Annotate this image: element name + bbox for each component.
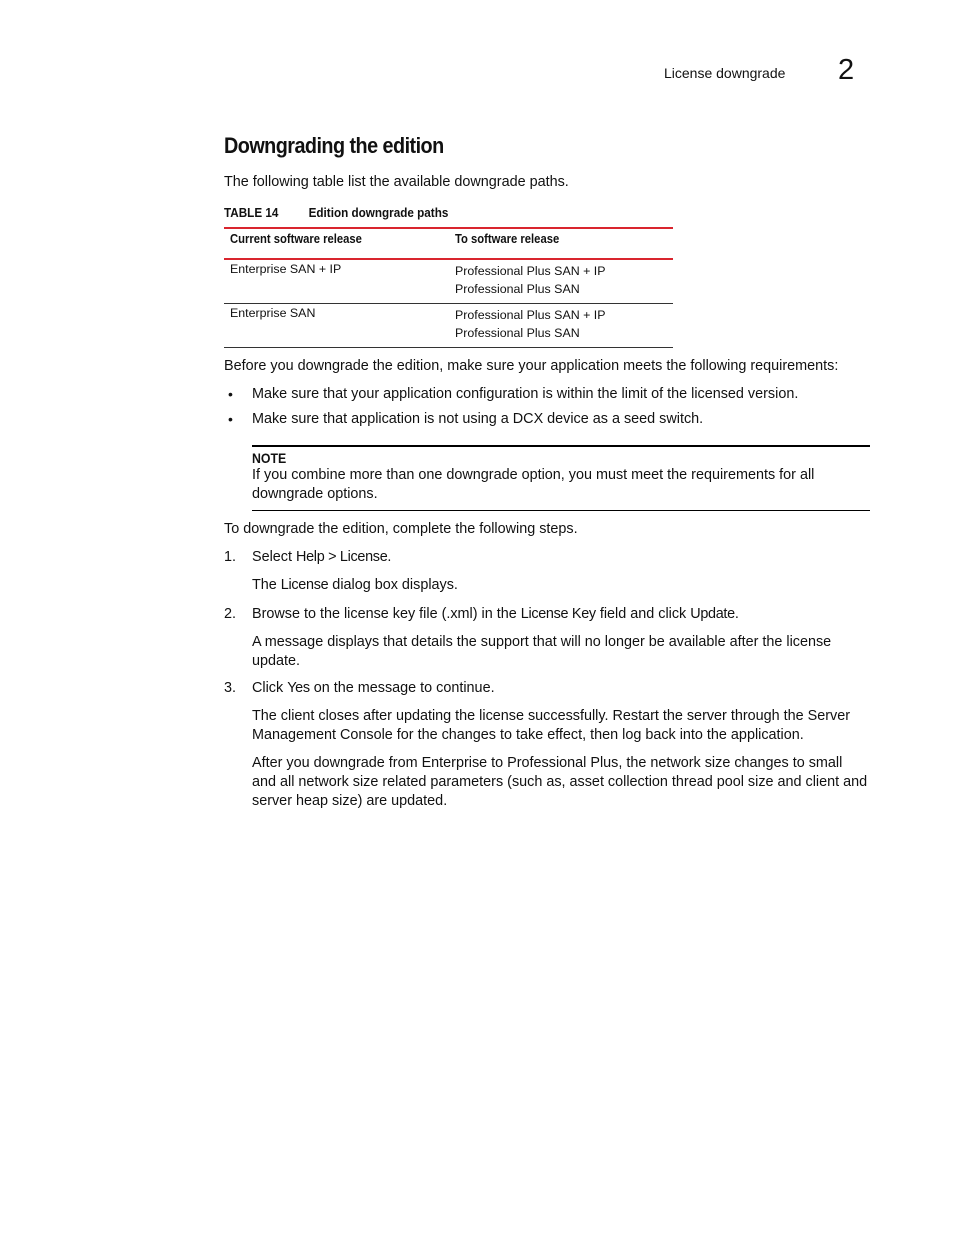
requirement-item: Make sure that application is not using a DCX device as a seed switch. xyxy=(252,411,704,427)
step-text: dialog box displays. xyxy=(328,577,458,593)
target-release: Professional Plus SAN + IP xyxy=(455,308,606,322)
table-caption xyxy=(224,205,449,220)
step-result: The client closes after updating the license successfully. Restart the server through the Server Management Console for the changes to take effect, then log back into the application. xyxy=(252,708,851,743)
bullet-glyph: • xyxy=(228,411,233,427)
step-number: 1. xyxy=(224,549,237,565)
field-name-license-key: License Key xyxy=(520,606,596,622)
table-cell-targets xyxy=(455,306,605,342)
step-text: field and click xyxy=(595,606,691,622)
table-cell-targets xyxy=(455,262,605,298)
downgrade-paths-table xyxy=(224,227,673,348)
step-text: . xyxy=(387,549,392,565)
column-header-target: To software release xyxy=(455,232,560,246)
table-row xyxy=(224,260,673,304)
section-intro: The following table list the available downgrade paths. xyxy=(224,174,569,190)
note-box xyxy=(252,445,870,511)
step-number: 2. xyxy=(224,606,237,622)
step-instruction xyxy=(252,605,870,624)
step-text: Click xyxy=(252,680,288,696)
requirements-intro: Before you downgrade the edition, make sure your application meets the following requirements: xyxy=(224,358,839,374)
step-number: 3. xyxy=(224,680,237,696)
step-text: The xyxy=(252,577,281,593)
note-label: NOTE xyxy=(252,450,287,466)
chapter-number: 2 xyxy=(838,54,855,86)
step-instruction xyxy=(252,548,870,567)
steps-intro: To downgrade the edition, complete the following steps. xyxy=(224,521,578,537)
section-heading: Downgrading the edition xyxy=(224,133,444,158)
running-header-title: License downgrade xyxy=(664,65,786,81)
step-text: Browse to the license key file (.xml) in the xyxy=(252,606,521,622)
bullet-glyph: • xyxy=(228,386,233,402)
requirement-item: Make sure that your application configuration is within the limit of the licensed version. xyxy=(252,386,799,402)
table-cell-current: Enterprise SAN + IP xyxy=(230,262,342,276)
step-text: Select xyxy=(252,549,296,565)
button-name-yes: Yes xyxy=(287,680,310,696)
step-text: on the message to continue. xyxy=(309,680,495,696)
step-result: After you downgrade from Enterprise to Professional Plus, the network size changes to small and all network size related parameters (such as, asset collection thread pool size and client and server heap size) are updated. xyxy=(252,755,868,809)
menu-path-help-license: Help > License xyxy=(296,549,388,565)
table-header-row xyxy=(224,229,673,260)
target-release: Professional Plus SAN + IP xyxy=(455,264,606,278)
button-name-update: Update xyxy=(690,606,735,622)
step-text: . xyxy=(734,606,739,622)
step-result xyxy=(252,576,870,595)
step-result: A message displays that details the support that will no longer be available after the license update. xyxy=(252,634,832,669)
column-header-current: Current software release xyxy=(230,232,362,246)
table-cell-current: Enterprise SAN xyxy=(230,306,316,320)
table-row xyxy=(224,304,673,348)
target-release: Professional Plus SAN xyxy=(455,282,580,296)
step-instruction xyxy=(252,679,870,698)
dialog-name-license: License xyxy=(280,577,329,593)
target-release: Professional Plus SAN xyxy=(455,326,580,340)
note-text: If you combine more than one downgrade option, you must meet the requirements for all downgrade options. xyxy=(252,467,815,502)
table-label: TABLE 14 xyxy=(224,205,279,220)
table-title: Edition downgrade paths xyxy=(308,205,449,220)
